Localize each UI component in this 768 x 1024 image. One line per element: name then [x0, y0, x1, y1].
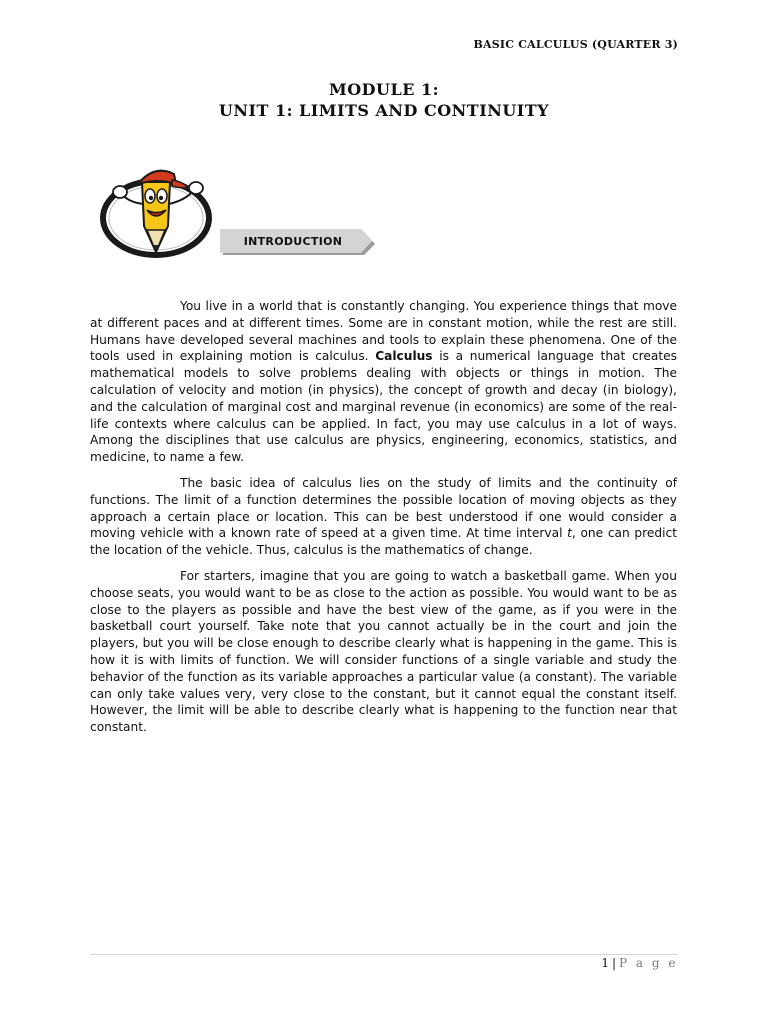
page-number: 1	[601, 956, 609, 970]
paragraph-2-text-a: The basic idea of calculus lies on the study of limits and the continuity of functions. The limit of a function determines the possible location of moving objects as they approach a certain place or location. This can be best understood if one would consider a moving vehicle with a known rate of speed at a given time. At time interval	[90, 475, 677, 541]
pencil-mascot-icon	[98, 160, 218, 260]
paragraph-1-text-a: You live in a world that is constantly changing. You experience things that move at different paces and at different times. Some are in constant motion, while the rest are still. Humans have developed several machines and tools to explain these phenomena. One of the tools used in explaining motion is calculus.	[90, 299, 677, 364]
paragraph-1	[90, 298, 677, 466]
introduction-section-tab	[220, 229, 375, 255]
calculus-term: Calculus	[375, 349, 433, 364]
time-variable: t	[567, 526, 572, 541]
page-title	[0, 80, 768, 121]
paragraph-2	[90, 475, 677, 559]
paragraph-1-text-b: is a numerical language that creates mathematical models to solve problems dealing with objects or things in motion. The calculation of velocity and motion (in physics), the concept of growth and decay (in biology), and the calculation of marginal cost and marginal revenue (in economics) are some of the real-life contexts where calculus can be applied. In fact, you may use calculus in a lot of ways. Among the disciplines that use calculus are physics, engineering, economics, statistics, and medicine, to name a few.	[90, 349, 677, 465]
paragraph-3: For starters, imagine that you are going to watch a basketball game. When you choose seats, you would want to be as close to the action as possible. You would want to be as close to the players as possible and have the best view of the game, as if you were in the basketball court yourself. Take note that you cannot actually be in the court and join the players, but you will be close enough to describe clearly what is happening in the game. This is how it is with limits of function. We will consider functions of a single variable and study the behavior of the function as its variable approaches a particular value (a constant). The variable can only take values very, very close to the constant, but it cannot equal the constant itself. However, the limit will be able to describe clearly what is happening to the function near that constant.	[90, 568, 677, 735]
module-title: MODULE 1:	[328, 80, 440, 99]
introduction-body	[90, 298, 677, 745]
course-header: BASIC CALCULUS (QUARTER 3)	[473, 38, 678, 51]
page-footer	[601, 956, 678, 970]
unit-title: UNIT 1: LIMITS AND CONTINUITY	[218, 101, 550, 120]
introduction-label: INTRODUCTION	[243, 235, 343, 248]
paragraph-2-text-b: , one can predict the location of the vehicle. Thus, calculus is the mathematics of change.	[90, 526, 677, 558]
page-label: P a g e	[619, 956, 678, 970]
page-separator: |	[611, 956, 617, 970]
footer-divider	[90, 954, 678, 955]
